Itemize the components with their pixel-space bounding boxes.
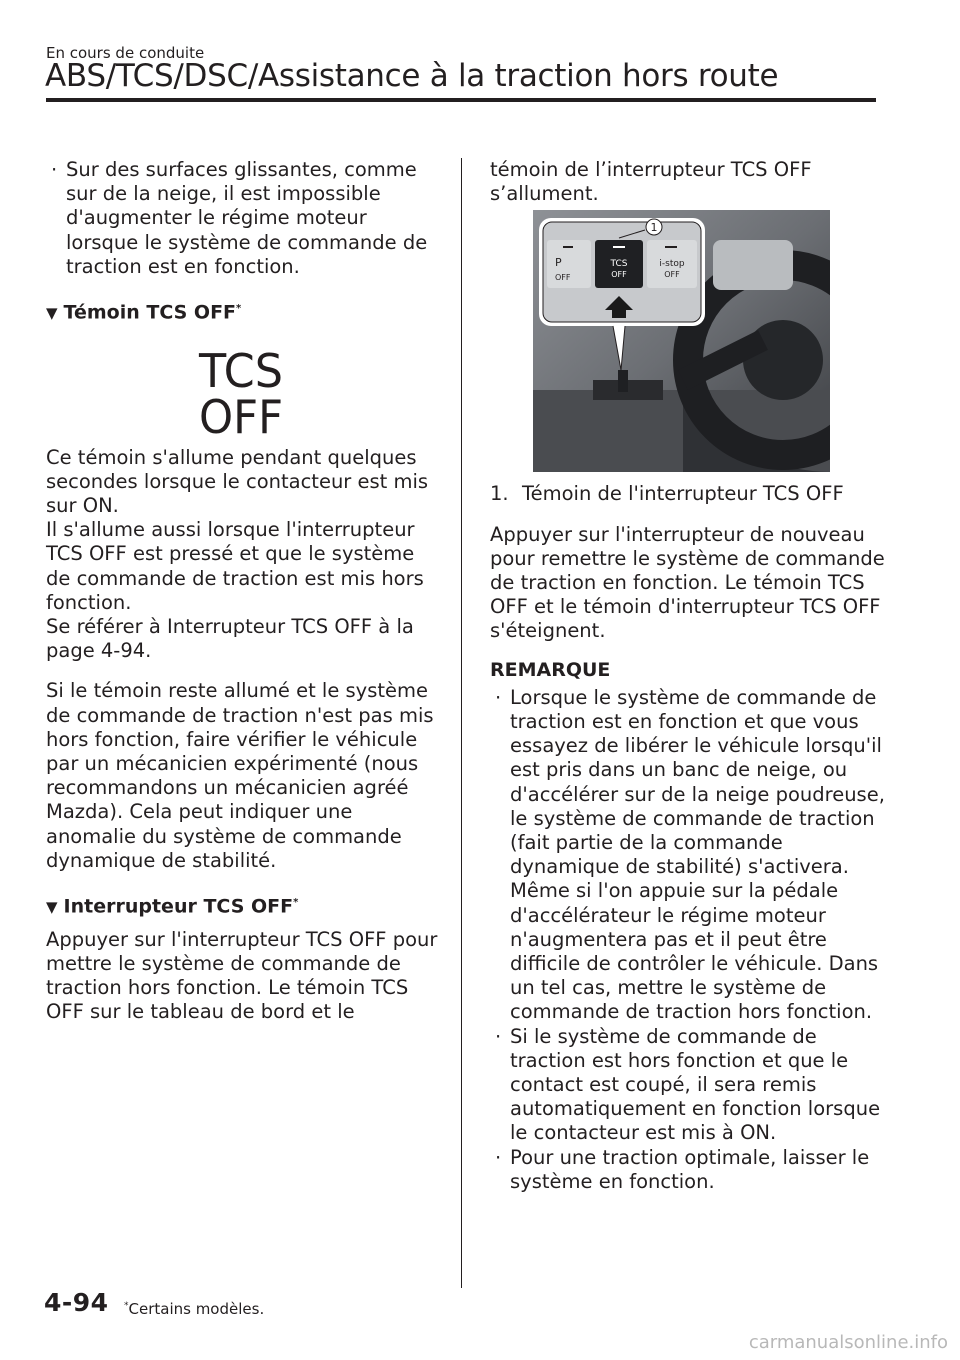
triangle-down-icon: ▼ (46, 898, 58, 917)
photo-btn2-label: TCS (610, 259, 628, 270)
paragraph: Ce témoin s'allume pendant quelques secondes lorsque le contacteur est mis sur ON. (46, 445, 429, 517)
header-rule (46, 98, 876, 102)
paragraph: Si le témoin reste allumé et le système de commande de traction n'est pas mis hors fonction, faire vérifier le véhicule par un mécanicien expérimenté (nous recommandons un mécanicien agréé Mazda). Cela peut indiquer une anomalie du système de commande dynamique de stabilité. (46, 679, 434, 872)
column-divider (461, 158, 462, 1288)
footnote-text: Certains modèles. (128, 1300, 265, 1318)
heading-tcs-off-indicator (46, 297, 441, 326)
heading-tcs-off-switch (46, 891, 441, 920)
asterisk-mark: * (236, 303, 242, 315)
note-item: · Pour une traction optimale, laisser le système en fonction. (490, 1146, 890, 1194)
page-number: 4-94 (44, 1288, 109, 1317)
photo-callout-number: 1 (650, 221, 658, 235)
paragraph: Appuyer sur l'interrupteur TCS OFF pour mettre le système de commande de traction hors fonction. Le témoin TCS OFF sur le tableau de bord et le (46, 927, 438, 1024)
page-title: ABS/TCS/DSC/Assistance à la traction hors route (45, 58, 779, 94)
paragraph: témoin de l’interrupteur TCS OFF s’allument. (490, 158, 812, 206)
photo-btn3-sub: OFF (664, 270, 680, 280)
intro-bullet: · Sur des surfaces glissantes, comme sur de la neige, il est impossible d'augmenter le régime moteur lorsque le système de commande de traction est en fonction. (46, 158, 441, 279)
header-section: En cours de conduite (46, 44, 205, 62)
note-item: · Si le système de commande de traction est hors fonction et que le contact est coupé, il sera remis automatiquement en fonction lorsque le contacteur est mis à ON. (490, 1025, 890, 1146)
watermark: carmanualsonline.info (748, 1332, 948, 1353)
photo-btn3-label: i-stop (659, 259, 685, 270)
tcs-off-icon-line2: OFF (199, 389, 283, 436)
cross-reference: Se référer à Interrupteur TCS OFF à la page 4-94. (46, 614, 414, 663)
paragraph: Appuyer sur l'interrupteur de nouveau pour remettre le système de commande de traction en fonction. Le témoin TCS OFF et le témoin d'interrupteur TCS OFF s'éteignent. (490, 522, 885, 643)
caption-text: Témoin de l'interrupteur TCS OFF (522, 482, 844, 506)
paragraph: Il s'allume aussi lorsque l'interrupteur TCS OFF est pressé et que le système de commande de traction est mis hors fonction. (46, 518, 424, 614)
tcs-off-icon (196, 344, 286, 436)
asterisk-mark: * (293, 897, 299, 908)
left-column (46, 158, 441, 1024)
triangle-down-icon: ▼ (46, 304, 58, 323)
tcs-off-icon-line1: TCS (198, 343, 283, 398)
note-label: REMARQUE (490, 658, 611, 681)
note-list (490, 686, 890, 1194)
dashboard-photo (533, 210, 830, 472)
photo-caption (490, 482, 890, 506)
caption-number: 1. (490, 482, 509, 506)
heading-text: Interrupteur TCS OFF (63, 895, 294, 918)
photo-btn1-sub: OFF (555, 273, 571, 283)
heading-text: Témoin TCS OFF (63, 301, 237, 324)
photo-btn2-sub: OFF (611, 270, 627, 280)
photo-btn1-label: P (555, 256, 562, 270)
footnote-asterisk: * (124, 1301, 129, 1311)
right-column (490, 158, 890, 1194)
note-item: · Lorsque le système de commande de traction est en fonction et que vous essayez de libérer le véhicule lorsqu'il est pris dans un banc de neige, ou d'accélérer sur de la neige poudreuse, le système de commande de traction (fait partie de la commande dynamique de stabilité) s'activera. Même si l'on appuie sur la pédale d'accélérateur le régime moteur n'augmentera pas et il peut être difficile de contrôler le véhicule. Dans un tel cas, mettre le système de commande de traction hors fonction. (490, 686, 890, 1025)
footnote (124, 1300, 264, 1318)
